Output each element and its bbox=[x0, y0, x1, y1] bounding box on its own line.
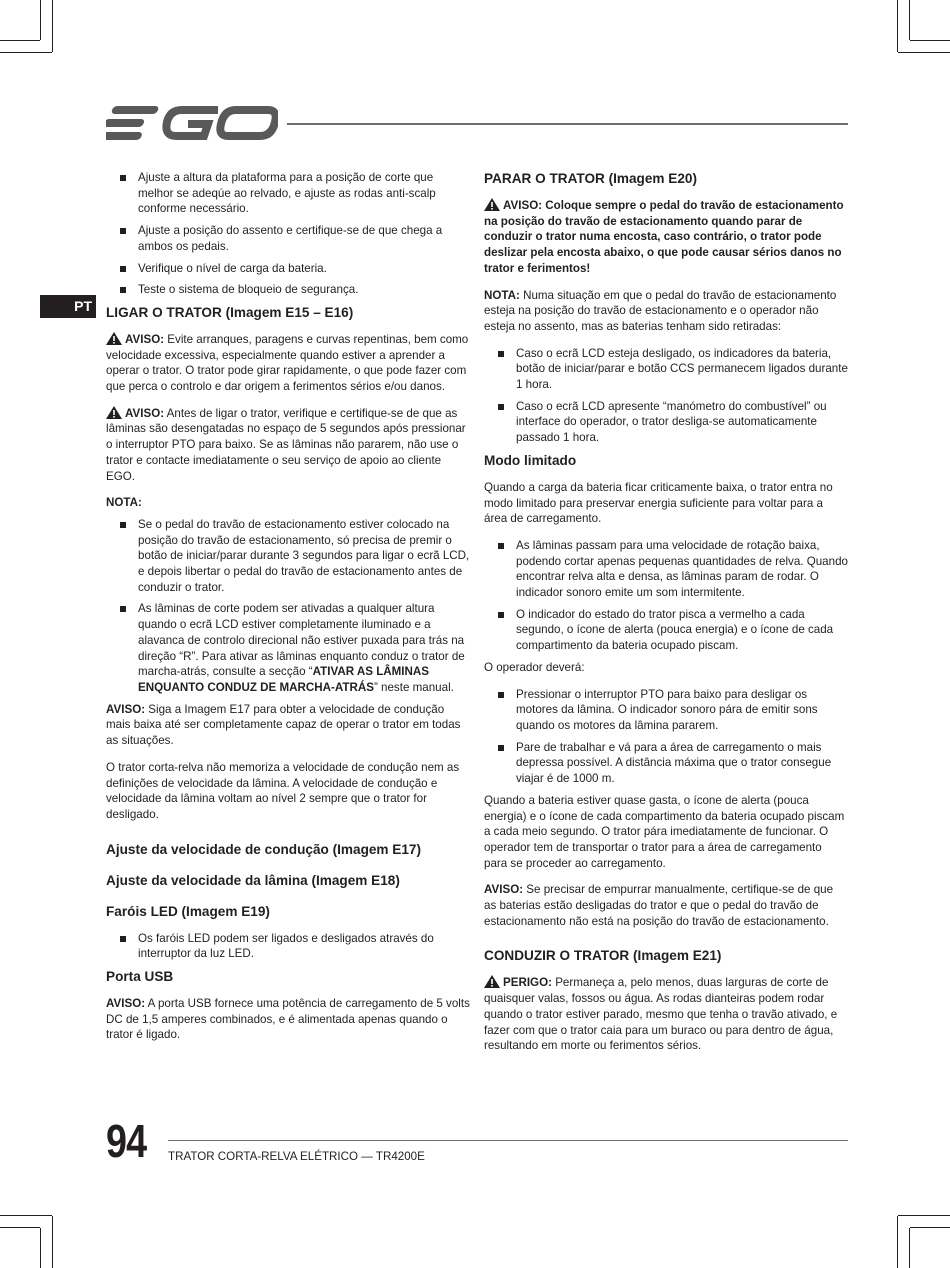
warning-label: AVISO: bbox=[125, 406, 165, 420]
subheading-conducao: Ajuste da velocidade de condução (Imagem E17) bbox=[106, 841, 422, 857]
section-heading-conduzir: CONDUZIR O TRATOR (Imagem E21) bbox=[484, 948, 722, 964]
right-column bbox=[484, 170, 848, 1065]
subheading-farois: Faróis LED (Imagem E19) bbox=[106, 903, 270, 919]
warning-paragraph: AVISO: Evite arranques, paragens e curvas repentinas, bem como velocidade excessiva, especialmente quando estiver a aprender a operar o trator. O trator pode girar rapidamente, o que pode fazer com que perca o controlo e dar origem a ferimentos sérios e/ou danos. bbox=[106, 332, 469, 394]
note-label: NOTA: bbox=[106, 496, 142, 510]
bullet-icon bbox=[498, 543, 504, 549]
bullet-icon bbox=[498, 692, 504, 698]
warning-label: AVISO: bbox=[106, 997, 146, 1011]
modo-list bbox=[484, 538, 848, 654]
footer-rule bbox=[168, 1140, 848, 1141]
warning-paragraph: AVISO: Coloque sempre o pedal do travão de estacionamento na posição do travão de estacionamento quando parar de conduzir o trator numa encosta, caso contrário, o trator pode deslizar pela encosta abaixo, o que pode causar sérios danos no trator e ferimentos! bbox=[484, 199, 844, 275]
warning-icon bbox=[484, 975, 500, 988]
crop-mark bbox=[909, 1228, 910, 1268]
crop-mark bbox=[0, 40, 40, 41]
subheading-lamina: Ajuste da velocidade da lâmina (Imagem E18) bbox=[106, 872, 400, 888]
parar-list bbox=[484, 346, 848, 446]
body-paragraph: Quando a bateria estiver quase gasta, o ícone de alerta (pouca energia) e o ícone de cada compartimento da bateria ocupado piscam a cada meio segundo. O trator pára imediatamente de funcionar. O operador tem de transportar o trator para a área de carregamento para se proceder ao carregamento. bbox=[484, 793, 845, 870]
farois-list bbox=[106, 931, 470, 962]
bullet-icon bbox=[120, 606, 126, 612]
list-item: Ajuste a posição do assento e certifique-se de que chega a ambos os pedais. bbox=[106, 223, 470, 254]
language-tab: PT bbox=[40, 295, 96, 318]
crop-mark bbox=[910, 40, 950, 41]
warning-icon bbox=[106, 406, 122, 419]
bullet-icon bbox=[498, 404, 504, 410]
warning-icon bbox=[106, 332, 122, 345]
bullet-icon bbox=[120, 175, 126, 181]
warning-label: AVISO: bbox=[503, 199, 543, 212]
warning-paragraph: AVISO: Antes de ligar o trator, verifique e certifique-se de que as lâminas são desengatadas no espaço de 5 segundos após pressionar o interruptor PTO para baixo. Se as lâminas não pararem, não use o trator e contacte imediatamente o seu serviço de apoio ao cliente EGO. bbox=[106, 406, 466, 483]
section-heading-parar: PARAR O TRATOR (Imagem E20) bbox=[484, 171, 697, 186]
list-item: Verifique o nível de carga da bateria. bbox=[106, 261, 470, 277]
list-item: O indicador do estado do trator pisca a vermelho a cada segundo, o ícone de alerta (pouca energia) e o ícone de cada compartimento da bateria ocupado piscam. bbox=[484, 607, 848, 654]
danger-label: PERIGO: bbox=[503, 976, 552, 990]
bullet-icon bbox=[498, 612, 504, 618]
list-item: Teste o sistema de bloqueio de segurança. bbox=[106, 282, 470, 298]
list-item: Se o pedal do travão de estacionamento estiver colocado na posição do travão de estacionamento, só precisa de premir o botão de iniciar/parar durante 3 segundos para ligar o ecrã LCD, e depois libertar o pedal do travão de estacionamento antes de conduzir o trator. bbox=[106, 517, 470, 596]
note-label: NOTA: bbox=[484, 288, 520, 302]
header-rule bbox=[287, 123, 848, 125]
crop-mark bbox=[910, 1227, 950, 1228]
warning-paragraph: AVISO: A porta USB fornece uma potência de carregamento de 5 volts DC de 1,5 amperes combinados, e é alimentada apenas quando o trator é ligado. bbox=[106, 997, 470, 1042]
crop-mark bbox=[40, 0, 41, 40]
warning-label: AVISO: bbox=[106, 702, 146, 716]
list-item: Ajuste a altura da plataforma para a posição de corte que melhor se adeqúe ao relvado, e ajuste as rodas anti-scalp conforme necessário. bbox=[106, 170, 470, 217]
subheading-usb: Porta USB bbox=[106, 969, 174, 985]
list-item: As lâminas de corte podem ser ativadas a qualquer altura quando o ecrã LCD estiver completamente iluminado e a alavanca de controlo direcional não estiver puxada para trás na direção “R”. Para ativar as lâminas enquanto conduz o trator de marcha-atrás, consulte a secção “ATIVAR AS LÂMINAS ENQUANTO CONDUZ DE MARCHA-ATRÁS” neste manual. bbox=[106, 601, 470, 695]
list-item: As lâminas passam para uma velocidade de rotação baixa, podendo cortar apenas pequenas quantidades de relva. Quando encontrar relva alta e densa, as lâminas param de rodar. O indicador sonoro emite um som intermitente. bbox=[484, 538, 848, 601]
operador-list bbox=[484, 687, 848, 787]
body-paragraph: Quando a carga da bateria ficar criticamente baixa, o trator entra no modo limitado para preservar energia suficiente para voltar para a área de carregamento. bbox=[484, 480, 833, 526]
crop-mark bbox=[52, 0, 53, 52]
crop-mark bbox=[52, 1216, 53, 1268]
bullet-icon bbox=[120, 228, 126, 234]
warning-paragraph: AVISO: Se precisar de empurrar manualmente, certifique-se de que as baterias estão desligadas do trator e que o pedal do travão de estacionamento não está na posição do travão de estacionamento. bbox=[484, 883, 834, 928]
intro-list bbox=[106, 170, 470, 298]
crop-mark bbox=[40, 1228, 41, 1268]
bullet-icon bbox=[120, 936, 126, 942]
footer-title: TRATOR CORTA-RELVA ELÉTRICO — TR4200E bbox=[168, 1150, 425, 1163]
warning-paragraph: AVISO: Siga a Imagem E17 para obter a velocidade de condução mais baixa até ser completamente capaz de operar o trator em todas as situações. bbox=[106, 702, 461, 748]
left-column bbox=[106, 170, 470, 1054]
danger-paragraph: PERIGO: Permaneça a, pelo menos, duas larguras de corte de quaisquer valas, fossos ou água. As rodas dianteiras podem rodar quando o trator estiver parado, mesmo que tenha o travão ativado, e fazer com que o trator caia para um buraco ou para dentro de água, resultando em morte ou ferimentos sérios. bbox=[484, 976, 838, 1053]
list-item: Caso o ecrã LCD esteja desligado, os indicadores da bateria, botão de iniciar/parar e botão CCS permanecem ligados durante 1 hora. bbox=[484, 346, 848, 393]
note-list bbox=[106, 517, 470, 696]
bullet-icon bbox=[498, 745, 504, 751]
crop-mark bbox=[0, 1215, 52, 1216]
subheading-modo: Modo limitado bbox=[484, 452, 577, 468]
body-paragraph: O operador deverá: bbox=[484, 660, 585, 674]
warning-label: AVISO: bbox=[484, 883, 524, 897]
list-item: Pressionar o interruptor PTO para baixo para desligar os motores da lâmina. O indicador sonoro pára de emitir sons quando os motores da lâmina pararem. bbox=[484, 687, 848, 734]
ego-logo bbox=[106, 104, 278, 147]
crop-mark bbox=[897, 1216, 898, 1268]
bullet-icon bbox=[120, 522, 126, 528]
bullet-icon bbox=[120, 287, 126, 293]
crop-mark bbox=[897, 0, 898, 52]
crop-mark bbox=[898, 52, 950, 53]
note-paragraph: NOTA: Numa situação em que o pedal do travão de estacionamento esteja na posição do travão de estacionamento e o operador não esteja no assento, mas as baterias tenham sido retiradas: bbox=[484, 288, 837, 333]
warning-icon bbox=[484, 198, 500, 211]
list-item: Os faróis LED podem ser ligados e desligados através do interruptor da luz LED. bbox=[106, 931, 470, 962]
list-item: Caso o ecrã LCD apresente “manómetro do combustível” ou interface do operador, o trator desliga-se automaticamente passado 1 hora. bbox=[484, 399, 848, 446]
warning-label: AVISO: bbox=[125, 332, 165, 346]
crop-mark bbox=[0, 52, 52, 53]
crop-mark bbox=[0, 1227, 40, 1228]
page-number: 94 bbox=[106, 1115, 147, 1167]
crop-mark bbox=[898, 1215, 950, 1216]
section-heading-ligar: LIGAR O TRATOR (Imagem E15 – E16) bbox=[106, 304, 354, 320]
body-paragraph: O trator corta-relva não memoriza a velocidade de condução nem as definições de velocidade da lâmina. A velocidade de condução e velocidade da lâmina voltam ao nível 2 sempre que o trator for desligado. bbox=[106, 760, 460, 821]
list-item: Pare de trabalhar e vá para a área de carregamento o mais depressa possível. A distância máxima que o trator consegue viajar é de 1000 m. bbox=[484, 740, 848, 787]
crop-mark bbox=[909, 0, 910, 40]
bullet-icon bbox=[120, 266, 126, 272]
bullet-icon bbox=[498, 351, 504, 357]
